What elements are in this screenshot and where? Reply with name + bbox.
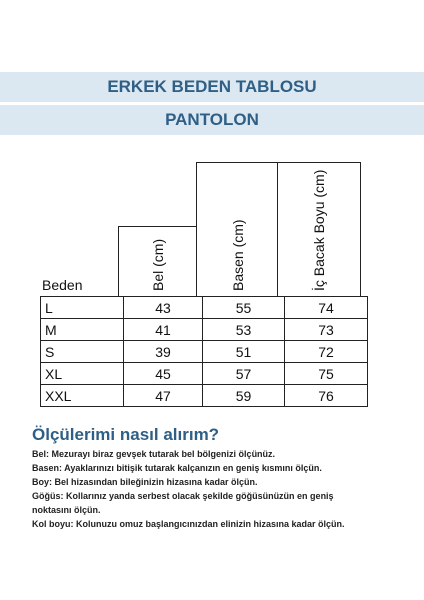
column-header-bel [118, 226, 198, 297]
size-table [40, 296, 368, 407]
instruction-kol-boyu: Kol boyu: Kolunuzu omuz başlangıcınızdan elinizin hizasına kadar ölçün. [32, 519, 345, 529]
column-header-ic-bacak-label: İç Bacak Boyu (cm) [311, 169, 327, 291]
basen-cell: 51 [203, 341, 285, 363]
instruction-bel: Bel: Mezurayı biraz gevşek tutarak bel bölgenizi ölçünüz. [32, 449, 276, 459]
size-cell: S [41, 341, 124, 363]
table-row [41, 341, 368, 363]
ic-bacak-cell: 73 [285, 319, 368, 341]
basen-cell: 59 [203, 385, 285, 407]
table-row [41, 385, 368, 407]
instruction-basen: Basen: Ayaklarınızı bitişik tutarak kalçanızın en geniş kısmını ölçün. [32, 463, 322, 473]
table-row [41, 363, 368, 385]
column-header-ic-bacak [277, 162, 361, 297]
column-header-basen [196, 162, 279, 297]
table-row [41, 297, 368, 319]
instruction-gogus: Göğüs: Kollarınız yanda serbest olacak şekilde göğüsünüzün en geniş noktasını ölçün. [32, 491, 334, 515]
bel-cell: 41 [124, 319, 203, 341]
chart-title-band [0, 72, 424, 102]
size-cell: XXL [41, 385, 124, 407]
bel-cell: 43 [124, 297, 203, 319]
chart-subtitle: PANTOLON [165, 110, 259, 129]
instruction-boy: Boy: Bel hizasından bileğinizin hizasına kadar ölçün. [32, 477, 258, 487]
size-cell: M [41, 319, 124, 341]
size-cell: XL [41, 363, 124, 385]
basen-cell: 57 [203, 363, 285, 385]
size-cell: L [41, 297, 124, 319]
table-row [41, 319, 368, 341]
ic-bacak-cell: 74 [285, 297, 368, 319]
bel-cell: 45 [124, 363, 203, 385]
column-header-basen-label: Basen (cm) [229, 219, 246, 291]
column-header-bel-label: Bel (cm) [150, 238, 166, 291]
basen-cell: 55 [203, 297, 285, 319]
ic-bacak-cell: 76 [285, 385, 368, 407]
howto-title: Ölçülerimi nasıl alırım? [32, 425, 220, 444]
chart-subtitle-band [0, 105, 424, 135]
chart-title: ERKEK BEDEN TABLOSU [107, 77, 317, 96]
bel-cell: 47 [124, 385, 203, 407]
bel-cell: 39 [124, 341, 203, 363]
ic-bacak-cell: 75 [285, 363, 368, 385]
row-header-label: Beden [42, 277, 83, 293]
ic-bacak-cell: 72 [285, 341, 368, 363]
basen-cell: 53 [203, 319, 285, 341]
